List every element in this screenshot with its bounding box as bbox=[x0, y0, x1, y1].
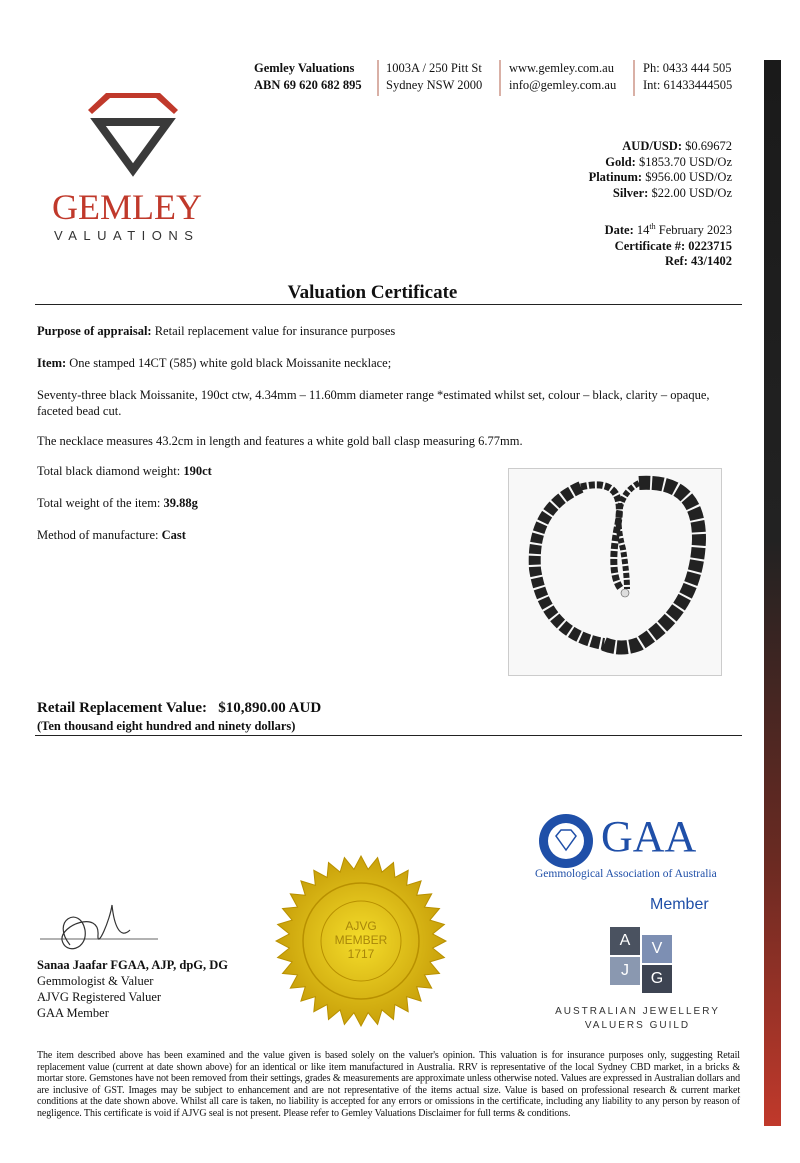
measure-description: The necklace measures 43.2cm in length and features a white gold ball clasp measuring 6.77mm. bbox=[37, 434, 523, 448]
seal-text: AJVG MEMBER 1717 bbox=[334, 919, 388, 961]
address-block bbox=[386, 60, 482, 94]
web-block bbox=[509, 60, 616, 94]
necklace-image-icon bbox=[509, 469, 721, 675]
company-name: Gemley Valuations bbox=[254, 61, 355, 75]
divider bbox=[499, 60, 501, 96]
gaa-member: Member bbox=[650, 896, 709, 913]
purpose-label: Purpose of appraisal: bbox=[37, 324, 152, 338]
weight-value: 39.88g bbox=[163, 496, 198, 510]
ref-number: 43/1402 bbox=[691, 254, 732, 269]
silver-value: $22.00 USD/Oz bbox=[651, 185, 732, 200]
ref-label: Ref: bbox=[664, 254, 688, 269]
gemley-logo-icon bbox=[78, 88, 188, 178]
method-label: Method of manufacture: bbox=[37, 528, 159, 542]
divider bbox=[633, 60, 635, 96]
value-label: Retail Replacement Value: bbox=[37, 700, 207, 716]
rate-label: Gold: bbox=[605, 154, 636, 169]
logo-sub: VALUATIONS bbox=[54, 228, 200, 243]
value-words: (Ten thousand eight hundred and ninety dollars) bbox=[37, 719, 296, 733]
rate-label: Platinum: bbox=[588, 170, 643, 184]
diamond-value: 190ct bbox=[183, 464, 212, 478]
ajvg-letter: G bbox=[642, 965, 672, 993]
ajvg-line: VALUERS GUILD bbox=[584, 1020, 691, 1031]
address-line1: 1003A / 250 Pitt St bbox=[386, 61, 482, 75]
method-value: Cast bbox=[161, 528, 186, 542]
website-link[interactable]: www.gemley.com.au bbox=[509, 61, 614, 75]
value-amount: $10,890.00 AUD bbox=[218, 700, 322, 716]
disclaimer: The item described above has been examined and the value given is based solely on the valuer's opinion. This valuation is for insurance purposes only, suggesting Retail replacement value (current at date shown above) for an identical or like item manufactured in Australia. RRV is representative of the local Sydney CBD market, in a bricks & mortar store. Gemstones have not been removed from their settings, grades & measurements are approximate unless otherwise noted. Values are expressed in Australian dollars and are inclusive of GST. Images may be subject to enhancement and are not representative of the items actual size. Value is based on professional research & current market conditions at the date shown above. Whilst all care is taken, no liability is accepted for any errors or omissions in the certificate, including any liability to any person by reason of negligence. This certificate is void if AJVG seal is not present. Please refer to Gemley Valuations Disclaimer for full terms & conditions. bbox=[37, 1050, 740, 1119]
phone: Ph: 0433 444 505 bbox=[643, 61, 732, 75]
ajvg-logo bbox=[610, 927, 672, 995]
ajvg-letter: J bbox=[610, 957, 640, 985]
divider bbox=[377, 60, 379, 96]
item-label: Item: bbox=[37, 356, 67, 370]
date-day: 14 bbox=[636, 223, 650, 238]
signatory-role: Gemmologist & Valuer bbox=[37, 974, 154, 988]
logo-name: GEMLEY bbox=[52, 187, 202, 227]
date-rest: February 2023 bbox=[658, 223, 732, 238]
item bbox=[37, 355, 737, 371]
gaa-emblem-icon bbox=[537, 812, 595, 870]
company-block bbox=[254, 60, 362, 94]
purpose bbox=[37, 323, 737, 339]
weight-label: Total weight of the item: bbox=[37, 496, 161, 510]
gaa-abbr: GAA bbox=[601, 812, 697, 861]
signature-icon bbox=[40, 900, 160, 960]
retail-value bbox=[37, 700, 321, 717]
ajvg-seal bbox=[275, 855, 447, 1027]
cert-number: 0223715 bbox=[688, 238, 732, 253]
ajvg-line: AUSTRALIAN JEWELLERY bbox=[555, 1006, 720, 1017]
page-title: Valuation Certificate bbox=[287, 282, 458, 303]
gaa-full-name: Gemmological Association of Australia bbox=[535, 868, 717, 880]
date-sup: th bbox=[649, 222, 656, 231]
signatory-role: GAA Member bbox=[37, 1006, 109, 1020]
rate-label: Silver: bbox=[612, 185, 649, 200]
email-link[interactable]: info@gemley.com.au bbox=[509, 78, 617, 92]
stones-description: Seventy-three black Moissanite, 190ct ctw, 4.34mm – 11.60mm diameter range *estimated whilst set, colour – black, clarity – opaque, faceted bead cut. bbox=[37, 388, 710, 418]
ajvg-letter: A bbox=[610, 927, 640, 955]
abn: ABN 69 620 682 895 bbox=[254, 78, 362, 92]
audusd-value: $0.69672 bbox=[685, 139, 732, 153]
ajvg-letter: V bbox=[642, 935, 672, 963]
market-rates bbox=[589, 139, 732, 201]
signatory-role: AJVG Registered Valuer bbox=[37, 990, 162, 1004]
decorative-side-bar bbox=[764, 60, 781, 1126]
signatory bbox=[37, 957, 228, 1021]
value-rule bbox=[35, 735, 742, 736]
diamond-label: Total black diamond weight: bbox=[37, 464, 181, 478]
intl-phone: Int: 61433444505 bbox=[643, 78, 733, 92]
necklace-photo bbox=[508, 468, 722, 676]
date-label: Date: bbox=[604, 223, 634, 238]
signatory-name: Sanaa Jaafar FGAA, AJP, dpG, DG bbox=[37, 958, 229, 972]
platinum-value: $956.00 USD/Oz bbox=[645, 170, 732, 184]
certificate-meta bbox=[605, 219, 732, 270]
address-line2: Sydney NSW 2000 bbox=[386, 78, 483, 92]
gold-value: $1853.70 USD/Oz bbox=[638, 154, 732, 169]
title-rule bbox=[35, 304, 742, 305]
phone-block bbox=[643, 60, 732, 94]
rate-label: AUD/USD: bbox=[622, 139, 682, 153]
cert-label: Certificate #: bbox=[614, 238, 686, 253]
item-value: One stamped 14CT (585) white gold black Moissanite necklace; bbox=[69, 356, 392, 370]
ajvg-name bbox=[540, 1005, 735, 1033]
purpose-value: Retail replacement value for insurance purposes bbox=[154, 324, 396, 338]
